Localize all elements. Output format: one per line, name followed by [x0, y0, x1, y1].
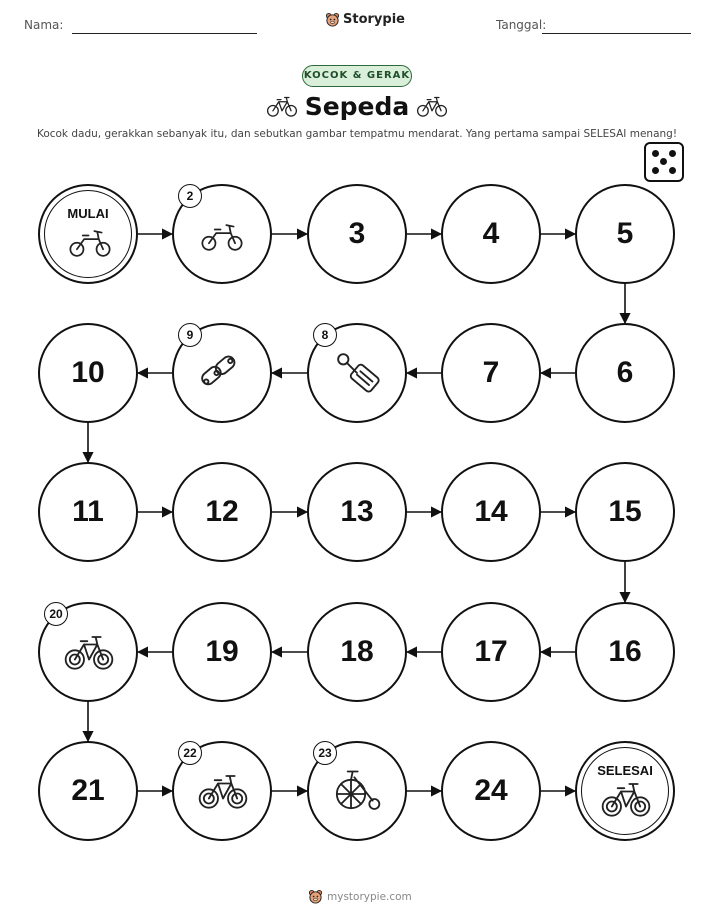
- board-space-7: [441, 323, 541, 423]
- space-number: 5: [616, 217, 634, 250]
- board-space-12: [172, 462, 272, 562]
- board-space-16: [575, 602, 675, 702]
- page-title: Sepeda: [304, 92, 410, 121]
- space-number-badge: 23: [313, 741, 337, 765]
- footer: [308, 889, 412, 904]
- board-space-10: [38, 323, 138, 423]
- start-label: MULAI: [67, 206, 109, 221]
- board-space-23: [307, 741, 407, 841]
- start-space: [38, 184, 138, 284]
- space-number: 6: [616, 356, 634, 389]
- board-space-9: [172, 323, 272, 423]
- balance-bike-icon: [200, 220, 244, 257]
- board-space-19: [172, 602, 272, 702]
- space-number: 7: [482, 356, 500, 389]
- space-number: 17: [474, 635, 508, 668]
- category-badge: KOCOK & GERAK: [302, 65, 412, 87]
- board-space-17: [441, 602, 541, 702]
- bear-icon: [308, 889, 323, 904]
- space-number-badge: 2: [178, 184, 202, 208]
- space-number: 24: [474, 774, 508, 807]
- finish-label: SELESAI: [597, 763, 653, 778]
- bike-chain-icon: [196, 349, 244, 402]
- board-space-2: [172, 184, 272, 284]
- board-space-6: [575, 323, 675, 423]
- space-number: 21: [71, 774, 105, 807]
- brand-name: Storypie: [343, 12, 405, 27]
- space-number: 13: [340, 495, 374, 528]
- board-space-20: [38, 602, 138, 702]
- space-number-badge: 20: [44, 602, 68, 626]
- bicycle-icon: [601, 779, 651, 824]
- instructions: Kocok dadu, gerakkan sebanyak itu, dan sebutkan gambar tempatmu mendarat. Yang pertama sampai SELESAI menang!: [36, 128, 678, 140]
- bicycle-icon: [198, 771, 248, 816]
- space-number: 4: [482, 217, 500, 250]
- space-number: 18: [340, 635, 374, 668]
- bicycle-icon: [64, 632, 114, 677]
- finish-space: [575, 741, 675, 841]
- board-space-18: [307, 602, 407, 702]
- space-number: 15: [608, 495, 642, 528]
- board-space-8: [307, 323, 407, 423]
- space-number: 14: [474, 495, 508, 528]
- board-space-13: [307, 462, 407, 562]
- space-number: 3: [348, 217, 366, 250]
- pedal-icon: [331, 349, 383, 402]
- board-space-11: [38, 462, 138, 562]
- space-number: 11: [72, 495, 104, 528]
- footer-url: mystorypie.com: [327, 890, 412, 903]
- date-label: Tanggal:: [496, 18, 547, 32]
- space-number-badge: 22: [178, 741, 202, 765]
- space-number: 12: [205, 495, 239, 528]
- board-space-3: [307, 184, 407, 284]
- space-number: 10: [71, 356, 105, 389]
- board-space-22: [172, 741, 272, 841]
- board-space-5: [575, 184, 675, 284]
- space-number: 19: [205, 635, 239, 668]
- space-number-badge: 8: [313, 323, 337, 347]
- balance-bike-icon: [68, 226, 112, 263]
- space-number-badge: 9: [178, 323, 202, 347]
- board-space-15: [575, 462, 675, 562]
- name-label: Nama:: [24, 18, 64, 32]
- board-space-21: [38, 741, 138, 841]
- board-space-24: [441, 741, 541, 841]
- board-space-14: [441, 462, 541, 562]
- space-number: 16: [608, 635, 642, 668]
- board-space-4: [441, 184, 541, 284]
- penny-farthing-icon: [331, 767, 381, 816]
